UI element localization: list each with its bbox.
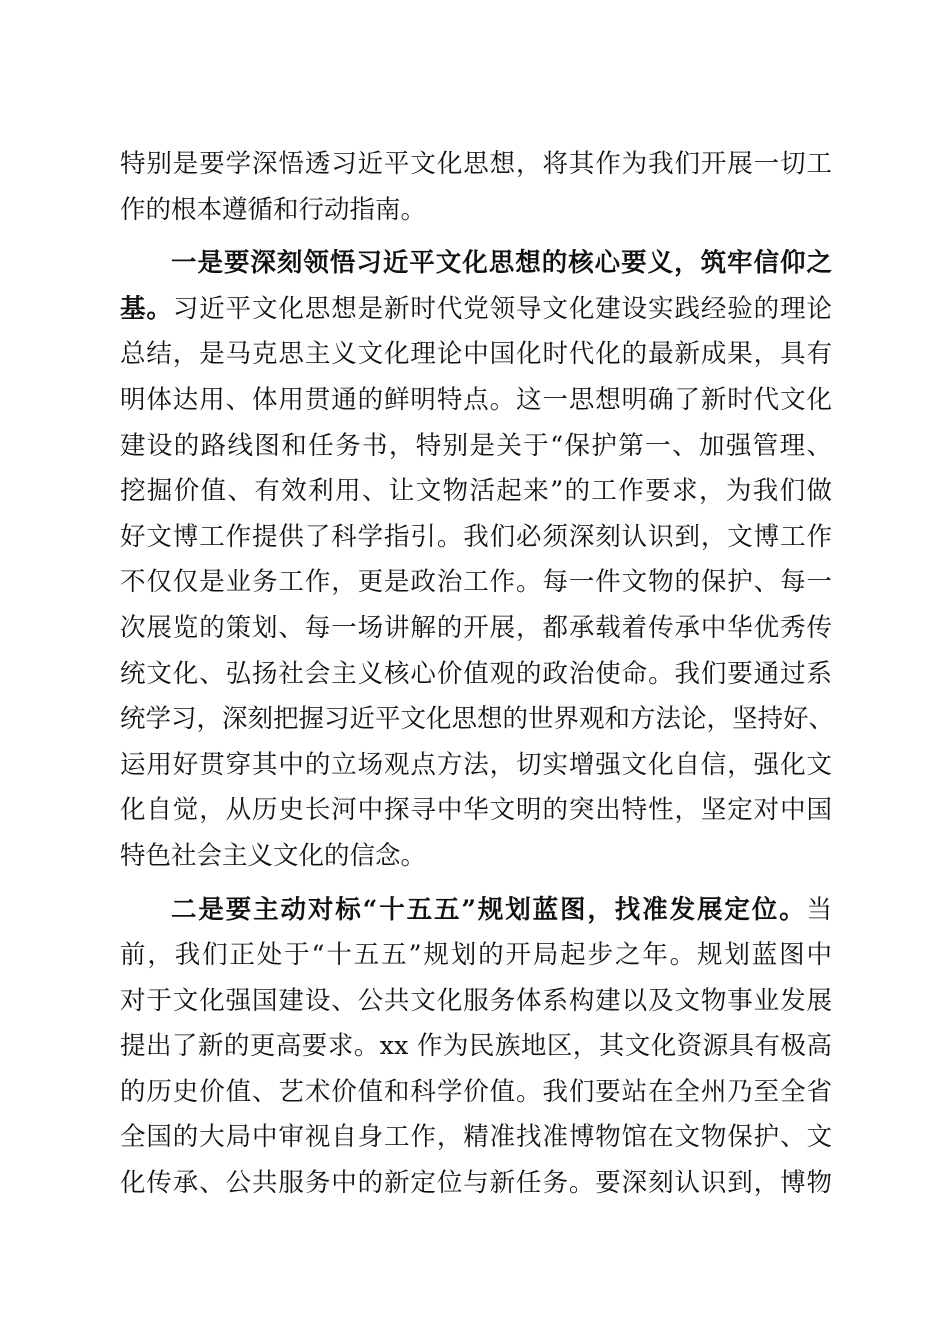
text-line: 对于文化强国建设、公共文化服务体系构建以及文物事业发展 [120, 985, 832, 1016]
text-line [120, 287, 832, 333]
heading-text: 基。 [120, 293, 173, 324]
text-line: 不仅仅是业务工作，更是政治工作。每一件文物的保护、每一 [120, 567, 832, 598]
body-text: 习近平文化思想是新时代党领导文化建设实践经验的理论 [172, 293, 832, 324]
heading-text: 二是要主动对标“十五五”规划蓝图，找准发展定位。 [171, 894, 807, 925]
paragraph-3 [120, 888, 832, 1207]
text-line: 好文博工作提供了科学指引。我们必须深刻认识到，文博工作 [120, 521, 832, 552]
text-line: 全国的大局中审视自身工作，精准找准博物馆在文物保护、文 [120, 1122, 832, 1153]
body-text: 当 [806, 894, 832, 925]
text-line: 的历史价值、艺术价值和科学价值。我们要站在全州乃至全省 [120, 1076, 832, 1107]
text-line: 前，我们正处于“十五五”规划的开局起步之年。规划蓝图中 [120, 940, 832, 971]
text-line: 明体达用、体用贯通的鲜明特点。这一思想明确了新时代文化 [120, 384, 832, 415]
paragraph-1 [120, 142, 832, 233]
document-body [120, 142, 835, 1207]
section-heading-2 [120, 888, 832, 934]
text-line: 特别是要学深悟透习近平文化思想，将其作为我们开展一切工 [120, 149, 832, 179]
text-line: 化自觉，从历史长河中探寻中华文明的突出特性，坚定对中国 [120, 795, 832, 826]
text-line: 特色社会主义文化的信念。 [120, 840, 427, 871]
text-line: 挖掘价值、有效利用、让文物活起来”的工作要求，为我们做 [120, 476, 832, 507]
section-heading-1 [120, 241, 832, 287]
text-line: 建设的路线图和任务书，特别是关于“保护第一、加强管理、 [120, 430, 832, 461]
heading-text: 一是要深刻领悟习近平文化思想的核心要义，筑牢信仰之 [171, 248, 832, 279]
text-line: 运用好贯穿其中的立场观点方法，切实增强文化自信，强化文 [120, 749, 832, 780]
text-line: 提出了新的更高要求。xx 作为民族地区，其文化资源具有极高 [120, 1031, 832, 1062]
text-line: 作的根本遵循和行动指南。 [120, 194, 427, 225]
text-line: 统学习，深刻把握习近平文化思想的世界观和方法论，坚持好、 [120, 704, 835, 735]
text-line: 统文化、弘扬社会主义核心价值观的政治使命。我们要通过系 [120, 658, 832, 689]
text-line: 化传承、公共服务中的新定位与新任务。要深刻认识到，博物 [120, 1168, 832, 1199]
text-line: 次展览的策划、每一场讲解的开展，都承载着传承中华优秀传 [120, 612, 832, 643]
paragraph-2 [120, 241, 835, 879]
text-line: 总结，是马克思主义文化理论中国化时代化的最新成果，具有 [120, 339, 832, 370]
